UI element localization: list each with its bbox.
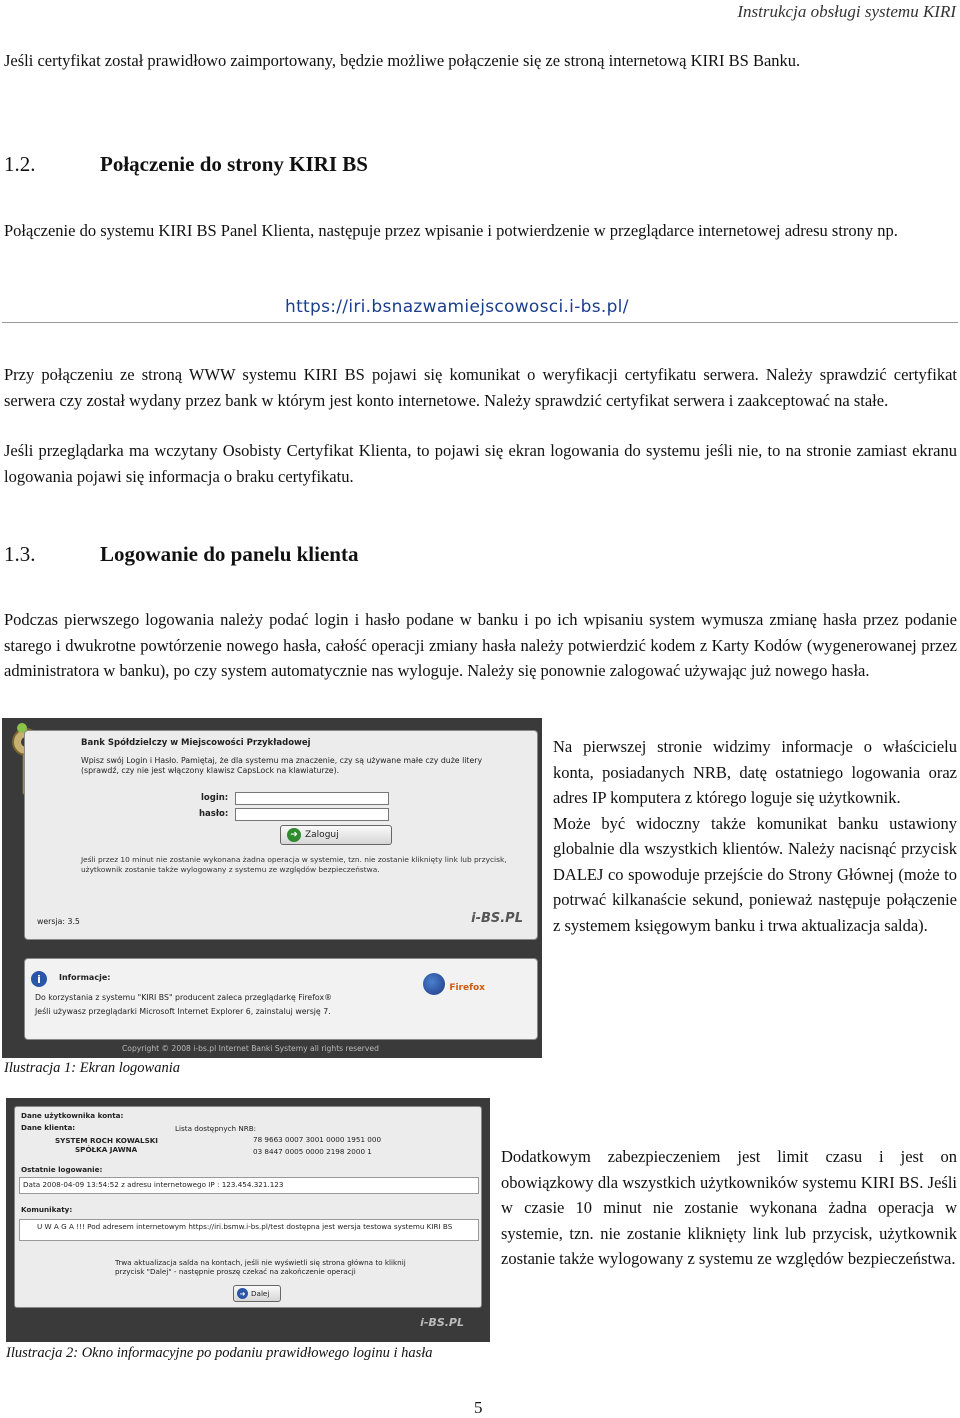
client-label: Dane klienta: bbox=[21, 1123, 76, 1132]
account-info-box bbox=[14, 1106, 482, 1308]
login-label: login: bbox=[201, 793, 229, 803]
ibs-logo: i-BS.PL bbox=[471, 911, 523, 926]
info-title: Informacje: bbox=[59, 973, 111, 982]
info-line: Do korzystania z systemu "KIRI BS" producent zaleca przeglądarkę Firefox® bbox=[35, 993, 332, 1002]
info-panel bbox=[24, 958, 538, 1040]
login-button[interactable]: ➜ Zaloguj bbox=[280, 825, 392, 845]
timeout-warning: Jeśli przez 10 minut nie zostanie wykonana żadna operacja w systemie, tzn. nie zostanie kliknięty link lub przycisk, użytkownik zostanie także wylogowany z systemu ze względów bezpieczeństwa. bbox=[81, 855, 507, 874]
version-label: wersja: 3.5 bbox=[37, 917, 80, 926]
client-name: SPÓŁKA JAWNA bbox=[75, 1145, 138, 1154]
divider bbox=[2, 322, 958, 323]
nrb-number: 03 8447 0005 0000 2198 2000 1 bbox=[253, 1147, 372, 1156]
copyright: Copyright © 2008 i-bs.pl Internet Banki Systemy all rights reserved bbox=[122, 1044, 379, 1053]
figure1-side-text: Na pierwszej stronie widzimy informacje o właścicielu konta, posiadanych NRB, datę ostatniego logowania oraz adres IP komputera z którego loguje się użytkownik. Może być widoczny także komunikat banku ustawiony globalnie dla wszystkich klientów. Należy nacisnąć przycisk DALEJ co spowoduje przejście do Strony Głównej (może to potrwać kilkanaście sekund, ponieważ następuje połączenie z systemem księgowym banku i trwa aktualizacja salda). bbox=[553, 737, 957, 935]
arrow-right-icon: ➜ bbox=[287, 828, 301, 842]
section-number: 1.2. bbox=[4, 152, 36, 176]
next-button[interactable]: ➜ Dalej bbox=[233, 1285, 281, 1302]
figure1-caption: Ilustracja 1: Ekran logowania bbox=[4, 1060, 181, 1076]
certificate-paragraph: Przy połączeniu ze stroną WWW systemu KIRI BS pojawi się komunikat o weryfikacji certyfikatu serwera. Należy sprawdzić certyfikat serwera czy został wydany przez bank w którym jest konto internetowe. Należy sprawdzić certyfikat serwera i zaakceptować na stałe. bbox=[4, 365, 957, 410]
password-input[interactable] bbox=[235, 808, 389, 821]
password-label: hasło: bbox=[199, 809, 229, 819]
info-icon: i bbox=[31, 971, 47, 987]
firefox-icon bbox=[423, 973, 445, 995]
balance-update-hint: Trwa aktualizacja salda na kontach, jeśli nie wyświetli się strona główna to kliknij przycisk "Dalej" - następnie proszę czekać na zakończenie operacji bbox=[115, 1258, 406, 1276]
nrb-number: 78 9663 0007 3001 0000 1951 000 bbox=[253, 1135, 382, 1144]
arrow-right-icon: ➜ bbox=[237, 1288, 248, 1299]
info-window-image bbox=[6, 1098, 490, 1342]
document-header: Instrukcja obsługi systemu KIRI bbox=[737, 2, 956, 21]
section-heading-1-3 bbox=[4, 542, 358, 567]
figure2-side-text: Dodatkowym zabezpieczeniem jest limit czasu i jest on obowiązkowy dla wszystkich użytkowników systemu KIRI BS. Jeśli w czasie 10 minut nie zostanie wykonana żadna operacja w systemie, tzn. nie zostanie kliknięty link lub przycisk, użytkownik zostanie także wylogowany z systemu ze względów bezpieczeństwa. bbox=[501, 1147, 957, 1268]
example-url: https://iri.bsnazwamiejscowosci.i-bs.pl/ bbox=[285, 297, 629, 317]
nrb-label: Lista dostępnych NRB: bbox=[175, 1124, 257, 1133]
last-login-title: Ostatnie logowanie: bbox=[21, 1165, 103, 1174]
login-screen-image bbox=[2, 718, 542, 1058]
info-line: Jeśli używasz przeglądarki Microsoft Internet Explorer 6, zainstaluj wersję 7. bbox=[35, 1007, 331, 1016]
section-title: Logowanie do panelu klienta bbox=[100, 542, 359, 566]
section-heading-1-2 bbox=[4, 152, 368, 177]
login-panel bbox=[24, 730, 538, 940]
messages-title: Komunikaty: bbox=[21, 1205, 73, 1214]
firefox-label: Firefox bbox=[449, 983, 485, 993]
intro-paragraph: Jeśli certyfikat został prawidłowo zaimportowany, będzie możliwe połączenie się ze stroną internetową KIRI BS Banku. bbox=[4, 51, 801, 70]
ibs-logo: i-BS.PL bbox=[420, 1316, 464, 1329]
last-login-info: Data 2008-04-09 13:54:52 z adresu internetowego IP : 123.454.321.123 bbox=[23, 1180, 284, 1189]
section-number: 1.3. bbox=[4, 542, 36, 566]
connection-paragraph: Połączenie do systemu KIRI BS Panel Klienta, następuje przez wpisanie i potwierdzenie w przeglądarce internetowej adresu strony np. bbox=[4, 221, 898, 240]
login-instructions: Wpisz swój Login i Hasło. Pamiętaj, że dla systemu ma znaczenie, czy są używane małe czy duże litery (sprawdź, czy nie jest włączony klawisz CapsLock na klawiaturze). bbox=[81, 756, 483, 775]
login-input[interactable] bbox=[235, 792, 389, 805]
personal-certificate-paragraph: Jeśli przeglądarka ma wczytany Osobisty Certyfikat Klienta, to pojawi się ekran logowania do systemu jeśli nie, to na stronie zamiast ekranu logowania pojawi się informacja o braku certyfikatu. bbox=[4, 441, 957, 486]
page-number: 5 bbox=[474, 1398, 483, 1417]
section-title: Połączenie do strony KIRI BS bbox=[100, 152, 368, 176]
figure2-caption: Ilustracja 2: Okno informacyjne po podaniu prawidłowego loginu i hasła bbox=[6, 1345, 433, 1361]
account-data-title: Dane użytkownika konta: bbox=[21, 1111, 124, 1120]
bank-message: U W A G A !!! Pod adresem internetowym https://iri.bsmw.i-bs.pl/test dostępna jest wersja testowa systemu KIRI BS bbox=[37, 1222, 453, 1231]
client-name: SYSTEM ROCH KOWALSKI bbox=[55, 1136, 158, 1145]
bank-name: Bank Spółdzielczy w Miejscowości Przykładowej bbox=[81, 738, 311, 748]
first-login-paragraph: Podczas pierwszego logowania należy podać login i hasło podane w banku i po ich wpisaniu system wymusza zmianę hasła przez podanie starego i dwukrotne powtórzenie nowego hasła, całość operacji zmiany hasła należy potwierdzić kodem z Karty Kodów (wygenerowanej przez administratora w banku), po czy system automatycznie nas wyloguje. Należy się ponownie zalogować używając już nowego hasła. bbox=[4, 610, 957, 680]
